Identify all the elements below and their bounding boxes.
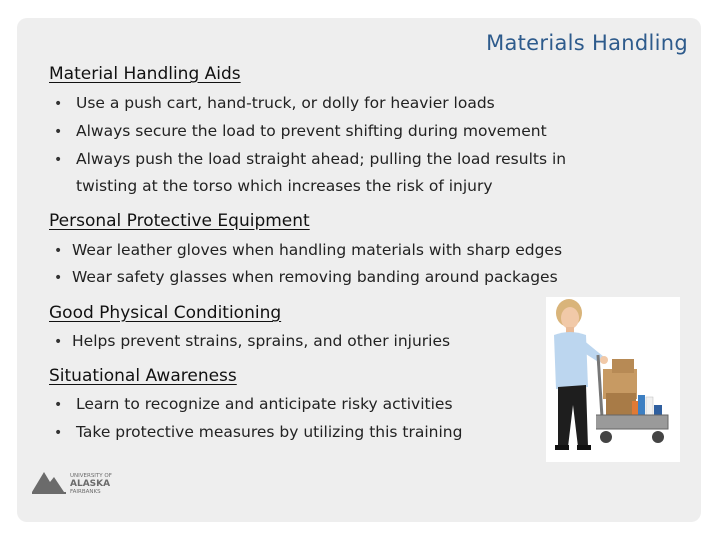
bullet-icon: •	[54, 124, 63, 140]
bullet-text: Use a push cart, hand-truck, or dolly for heavier loads	[76, 94, 495, 112]
bullet-text-continued: twisting at the torso which increases the risk of injury	[76, 177, 493, 195]
bullet-icon: •	[54, 334, 63, 350]
section-heading-awareness: Situational Awareness	[49, 366, 237, 386]
bullet-icon: •	[54, 425, 63, 441]
bullet-icon: •	[54, 397, 63, 413]
bullet-text: Always push the load straight ahead; pulling the load results in	[76, 150, 567, 168]
bullet-icon: •	[54, 270, 63, 286]
logo-text-line2: ALASKA	[70, 479, 111, 489]
bullet-text: Take protective measures by utilizing this training	[76, 423, 463, 441]
bullet-text: Helps prevent strains, sprains, and other injuries	[72, 332, 451, 350]
bullet-icon: •	[54, 152, 63, 168]
bullet-icon: •	[54, 243, 63, 259]
university-logo	[30, 469, 150, 495]
slide-title: Materials Handling	[486, 31, 688, 55]
section-heading-conditioning: Good Physical Conditioning	[49, 303, 282, 323]
section-heading-handling-aids: Material Handling Aids	[49, 64, 241, 84]
bullet-text: Always secure the load to prevent shifting during movement	[76, 122, 547, 140]
logo-text-line3: FAIRBANKS	[70, 489, 101, 495]
bullet-text: Wear leather gloves when handling materials with sharp edges	[72, 241, 563, 259]
section-heading-ppe: Personal Protective Equipment	[49, 211, 310, 231]
logo-text-line1: UNIVERSITY OF	[70, 473, 112, 479]
worker-cart-photo	[546, 297, 680, 462]
bullet-icon: •	[54, 96, 63, 112]
bullet-text: Wear safety glasses when removing banding around packages	[72, 268, 558, 286]
bullet-text: Learn to recognize and anticipate risky activities	[76, 395, 453, 413]
